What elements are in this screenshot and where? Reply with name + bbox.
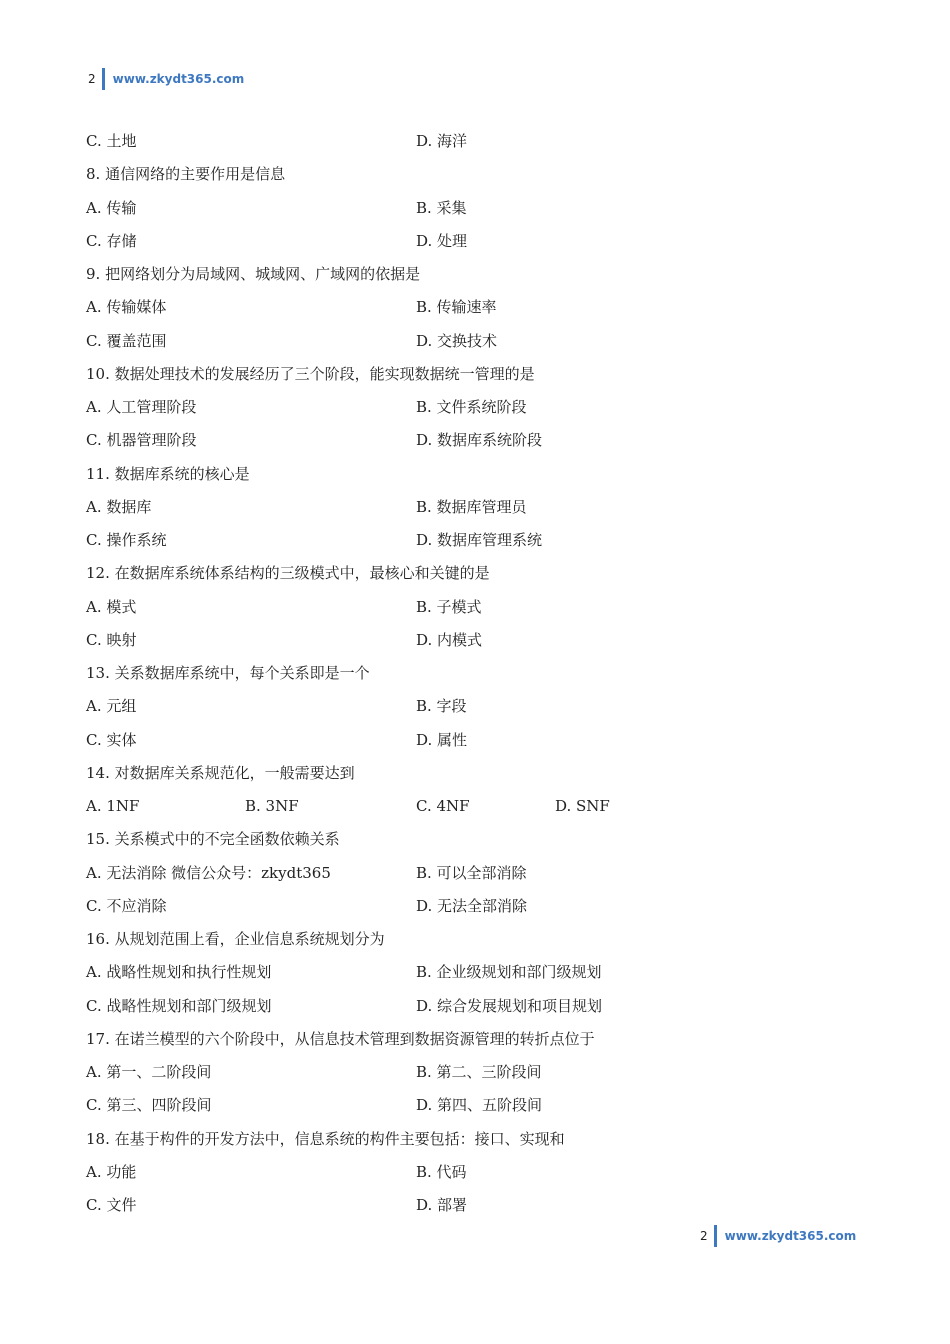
- option-row: [86, 424, 866, 457]
- option-item: D. 第四、五阶段间: [416, 1096, 543, 1115]
- option-item: A. 第一、二阶段间: [86, 1063, 212, 1081]
- option-row: [86, 391, 866, 424]
- option-item: C. 存储: [86, 231, 137, 250]
- option-row: [86, 225, 866, 258]
- option-item: D. SNF: [555, 797, 610, 815]
- question-stem: 17. 在诺兰模型的六个阶段中，从信息技术管理到数据资源管理的转折点位于: [86, 1029, 595, 1048]
- option-row: [86, 591, 866, 624]
- option-item: C. 覆盖范围: [86, 331, 167, 350]
- option-row: [86, 524, 866, 557]
- option-row: [86, 990, 866, 1023]
- option-item: C. 不应消除: [86, 896, 167, 915]
- option-item: D. 内模式: [416, 630, 483, 649]
- option-item: B. 可以全部消除: [416, 863, 527, 882]
- option-item: B. 子模式: [416, 597, 482, 616]
- page-header: [88, 68, 244, 90]
- question-stem: 11. 数据库系统的核心是: [86, 464, 250, 483]
- option-item: A. 无法消除 微信公众号：zkydt365: [86, 863, 331, 882]
- option-row: [86, 724, 866, 757]
- option-row: [86, 1089, 866, 1122]
- option-item: C. 操作系统: [86, 531, 167, 549]
- option-item: C. 战略性规划和部门级规划: [86, 996, 272, 1015]
- option-item: B. 采集: [416, 198, 467, 217]
- option-item: D. 数据库管理系统: [416, 531, 543, 549]
- option-row: [86, 491, 866, 524]
- question-stem: 14. 对数据库关系规范化，一般需要达到: [86, 763, 355, 782]
- option-item: D. 无法全部消除: [416, 896, 528, 915]
- option-item: B. 文件系统阶段: [416, 398, 527, 416]
- option-row: [86, 1189, 866, 1222]
- question-stem: 8. 通信网络的主要作用是信息: [86, 165, 286, 184]
- option-item: A. 模式: [86, 597, 137, 616]
- option-item: B. 代码: [416, 1162, 467, 1181]
- option-item: B. 第二、三阶段间: [416, 1063, 542, 1081]
- option-item: C. 机器管理阶段: [86, 431, 197, 450]
- option-row: [86, 325, 866, 358]
- question-stem: 15. 关系模式中的不完全函数依赖关系: [86, 830, 340, 849]
- option-item: D. 属性: [416, 730, 468, 749]
- option-row: [86, 291, 866, 324]
- option-item: B. 字段: [416, 697, 467, 716]
- option-item: D. 处理: [416, 231, 468, 250]
- question-stem: 9. 把网络划分为局域网、城域网、广域网的依据是: [86, 265, 421, 283]
- option-row: [86, 857, 866, 890]
- footer-divider: [714, 1225, 717, 1247]
- option-item: B. 企业级规划和部门级规划: [416, 963, 602, 982]
- option-item: B. 传输速率: [416, 298, 497, 317]
- option-row: [86, 956, 866, 989]
- option-item: A. 战略性规划和执行性规划: [86, 963, 272, 982]
- option-item: C. 实体: [86, 730, 137, 749]
- option-item: D. 综合发展规划和项目规划: [416, 996, 603, 1015]
- question-stem: 16. 从规划范围上看，企业信息系统规划分为: [86, 930, 385, 948]
- option-item: A. 传输媒体: [86, 298, 167, 317]
- option-item: D. 数据库系统阶段: [416, 431, 543, 450]
- question-list: [86, 125, 866, 1222]
- question-stem: 13. 关系数据库系统中，每个关系即是一个: [86, 664, 370, 682]
- option-item: A. 人工管理阶段: [86, 398, 197, 416]
- option-item: A. 传输: [86, 198, 137, 217]
- option-item: A. 1NF: [86, 797, 140, 815]
- option-item: A. 元组: [86, 697, 137, 716]
- option-item: B. 数据库管理员: [416, 497, 527, 516]
- option-item: C. 土地: [86, 132, 137, 150]
- option-row: [86, 790, 866, 823]
- page-footer: [700, 1225, 856, 1247]
- option-item: C. 映射: [86, 630, 137, 649]
- header-divider: [102, 68, 105, 90]
- option-row: [86, 690, 866, 723]
- question-stem: 12. 在数据库系统体系结构的三级模式中，最核心和关键的是: [86, 564, 490, 583]
- option-row: [86, 125, 866, 158]
- option-item: C. 文件: [86, 1196, 137, 1214]
- option-item: A. 功能: [86, 1162, 137, 1181]
- option-item: C. 4NF: [416, 797, 470, 815]
- option-item: B. 3NF: [245, 797, 299, 815]
- question-stem: 10. 数据处理技术的发展经历了三个阶段，能实现数据统一管理的是: [86, 364, 535, 383]
- header-site-link[interactable]: www.zkydt365.com: [112, 72, 245, 86]
- option-item: D. 海洋: [416, 132, 468, 150]
- footer-site-link[interactable]: www.zkydt365.com: [724, 1229, 857, 1243]
- option-item: D. 交换技术: [416, 331, 498, 350]
- option-row: [86, 192, 866, 225]
- option-row: [86, 890, 866, 923]
- footer-page-number: 2: [700, 1229, 708, 1243]
- option-row: [86, 1056, 866, 1089]
- option-item: A. 数据库: [86, 497, 152, 516]
- option-item: C. 第三、四阶段间: [86, 1096, 212, 1115]
- option-row: [86, 624, 866, 657]
- question-stem: 18. 在基于构件的开发方法中，信息系统的构件主要包括：接口、实现和: [86, 1129, 565, 1148]
- option-row: [86, 1156, 866, 1189]
- header-page-number: 2: [88, 72, 96, 86]
- option-item: D. 部署: [416, 1196, 468, 1214]
